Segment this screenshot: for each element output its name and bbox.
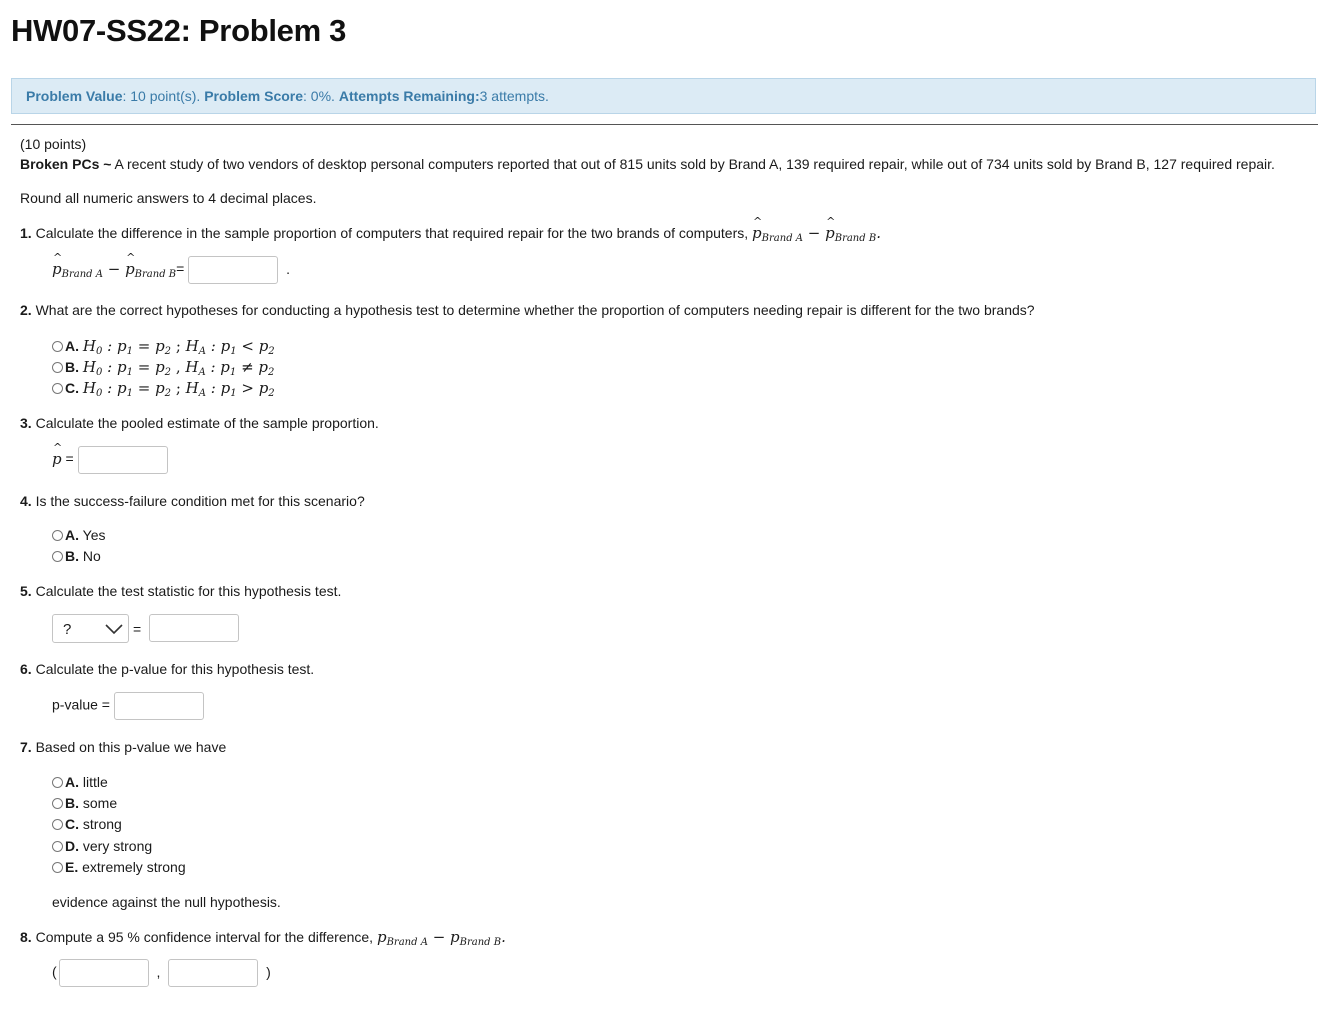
q3-text: Calculate the pooled estimate of the sample proportion.: [31, 415, 379, 431]
q2-text: What are the correct hypotheses for conducting a hypothesis test to determine whether the proportion of computers needing repair is different for the two brands?: [31, 302, 1035, 318]
q7-radio-c[interactable]: [52, 819, 63, 830]
q2-hypothesis-c: $H_0$ : $p_1 = p_2$ ; $H_A$ : $p_1 > p_2$: [82, 379, 275, 399]
q2-number: 2.: [20, 302, 32, 318]
q8-lower-input[interactable]: [59, 959, 149, 987]
q6-number: 6.: [20, 661, 32, 677]
q8-text: Compute a 95 % confidence interval for the difference,: [31, 929, 374, 945]
intro-text: A recent study of two vendors of desktop personal computers reported that out of 815 units sold by Brand A, 139 required repair, while out of 734 units sold by Brand B, 127 required repair.: [111, 156, 1275, 172]
q5-select-value: ?: [63, 621, 72, 638]
q6-answer-row: [52, 692, 204, 720]
problem-score: : 0%.: [303, 88, 335, 104]
problem-info-bar: [11, 78, 1316, 114]
divider: [11, 124, 1318, 125]
q3-answer-input[interactable]: [78, 446, 168, 474]
q6-text: Calculate the p-value for this hypothesis test.: [31, 661, 315, 677]
q2-sep-b: ,: [175, 358, 181, 376]
q8-number: 8.: [20, 929, 32, 945]
q4-option-letter: A.: [65, 527, 79, 543]
q4-radio-a[interactable]: [52, 530, 63, 541]
question-2: [20, 302, 1035, 318]
q2-option-b[interactable]: [52, 358, 274, 378]
q7-option-a[interactable]: [52, 774, 108, 790]
q7-radio-b[interactable]: [52, 798, 63, 809]
q1-period: .: [286, 260, 290, 277]
q8-open-paren: (: [52, 963, 57, 980]
q2-rel-a: <: [241, 337, 254, 355]
q2-sep-c: ;: [175, 379, 181, 397]
q5-equals: =: [133, 621, 142, 637]
q4-option-label: Yes: [79, 527, 106, 543]
q6-answer-input[interactable]: [114, 692, 204, 720]
attempts-remaining: 3 attempts.: [479, 88, 549, 104]
q3-equals: =: [65, 450, 74, 467]
q4-option-label: No: [79, 548, 101, 564]
q7-option-c[interactable]: [52, 816, 122, 832]
q7-option-label: extremely strong: [78, 859, 186, 875]
q1-answer-row: [52, 256, 290, 284]
q7-option-b[interactable]: [52, 795, 117, 811]
q3-number: 3.: [20, 415, 32, 431]
q5-answer-input[interactable]: [149, 614, 239, 642]
q1-answer-input[interactable]: [188, 256, 278, 284]
q7-option-e[interactable]: [52, 859, 186, 875]
round-note: Round all numeric answers to 4 decimal places.: [20, 190, 317, 206]
q3-p-hat: ^ p: [52, 450, 62, 468]
q7-option-label: some: [79, 795, 118, 811]
q8-comma: ,: [156, 963, 161, 980]
question-5: [20, 583, 341, 599]
problem-intro: [20, 156, 1275, 172]
q2-radio-b[interactable]: [52, 362, 63, 373]
problem-value-label: Problem Value: [26, 88, 123, 104]
question-7: [20, 739, 226, 755]
q7-option-letter: A.: [65, 774, 79, 790]
q1-text: Calculate the difference in the sample proportion of computers that required repair for the two brands of computers,: [31, 225, 749, 241]
points-text: (10 points): [20, 136, 87, 152]
q4-option-a[interactable]: [52, 527, 105, 543]
intro-title: Broken PCs ~: [20, 156, 112, 172]
q7-radio-d[interactable]: [52, 841, 63, 852]
q8-formula: $p_{Brand A} - p_{Brand B}$.: [376, 928, 506, 948]
q2-option-letter: A.: [65, 338, 79, 354]
q8-close-paren: ): [266, 963, 271, 980]
q2-rel-c: >: [241, 379, 254, 397]
q7-radio-e[interactable]: [52, 862, 63, 873]
question-8: [20, 928, 506, 948]
problem-score-label: Problem Score: [204, 88, 304, 104]
q1-answer-formula: ^ $p_{Brand A}$ − ^ $p_{Brand B}$: [52, 260, 176, 278]
q6-pvalue-label: p-value =: [52, 696, 110, 713]
q3-answer-row: [52, 446, 168, 474]
q4-text: Is the success-failure condition met for this scenario?: [31, 493, 365, 509]
q2-option-letter: C.: [65, 380, 79, 396]
q7-radio-a[interactable]: [52, 777, 63, 788]
q7-option-label: very strong: [79, 838, 153, 854]
q2-hypothesis-a: $H_0$ : $p_1 = p_2$ ; $H_A$ : $p_1 < p_2$: [82, 337, 275, 357]
q1-equals: =: [176, 260, 185, 277]
q4-option-b[interactable]: [52, 548, 101, 564]
q7-number: 7.: [20, 739, 32, 755]
question-3: [20, 415, 379, 431]
q8-answer-row: [52, 959, 271, 987]
q7-option-letter: C.: [65, 816, 79, 832]
chevron-down-icon: [105, 624, 123, 635]
question-1: [20, 224, 881, 244]
q2-radio-c[interactable]: [52, 383, 63, 394]
q7-option-label: little: [79, 774, 108, 790]
question-6: [20, 661, 314, 677]
q1-formula: ^ $p_{Brand A}$ − ^ $p_{Brand B}$.: [752, 224, 881, 242]
q7-text: Based on this p-value we have: [31, 739, 227, 755]
q5-statistic-select[interactable]: [52, 614, 129, 643]
page-title: HW07-SS22: Problem 3: [11, 13, 347, 48]
q2-option-a[interactable]: [52, 337, 275, 357]
q4-radio-b[interactable]: [52, 551, 63, 562]
q8-upper-input[interactable]: [168, 959, 258, 987]
q7-tail-text: evidence against the null hypothesis.: [52, 894, 281, 910]
q7-option-letter: B.: [65, 795, 79, 811]
q2-hypothesis-b: $H_0$ : $p_1 = p_2$ , $H_A$ : $p_1 \ne p_2$: [82, 358, 275, 378]
q7-option-label: strong: [79, 816, 122, 832]
q1-number: 1.: [20, 225, 32, 241]
q2-option-c[interactable]: [52, 379, 275, 399]
q4-number: 4.: [20, 493, 32, 509]
q4-option-letter: B.: [65, 548, 79, 564]
q2-sep-a: ;: [175, 337, 181, 355]
q7-option-letter: D.: [65, 838, 79, 854]
q5-text: Calculate the test statistic for this hypothesis test.: [31, 583, 342, 599]
q7-option-letter: E.: [65, 859, 79, 875]
q7-option-d[interactable]: [52, 838, 152, 854]
problem-value: : 10 point(s).: [122, 88, 201, 104]
q5-number: 5.: [20, 583, 32, 599]
q2-rel-b: ≠: [241, 358, 254, 376]
question-4: [20, 493, 365, 509]
attempts-label: Attempts Remaining:: [338, 88, 480, 104]
q2-option-letter: B.: [65, 359, 79, 375]
q2-radio-a[interactable]: [52, 341, 63, 352]
